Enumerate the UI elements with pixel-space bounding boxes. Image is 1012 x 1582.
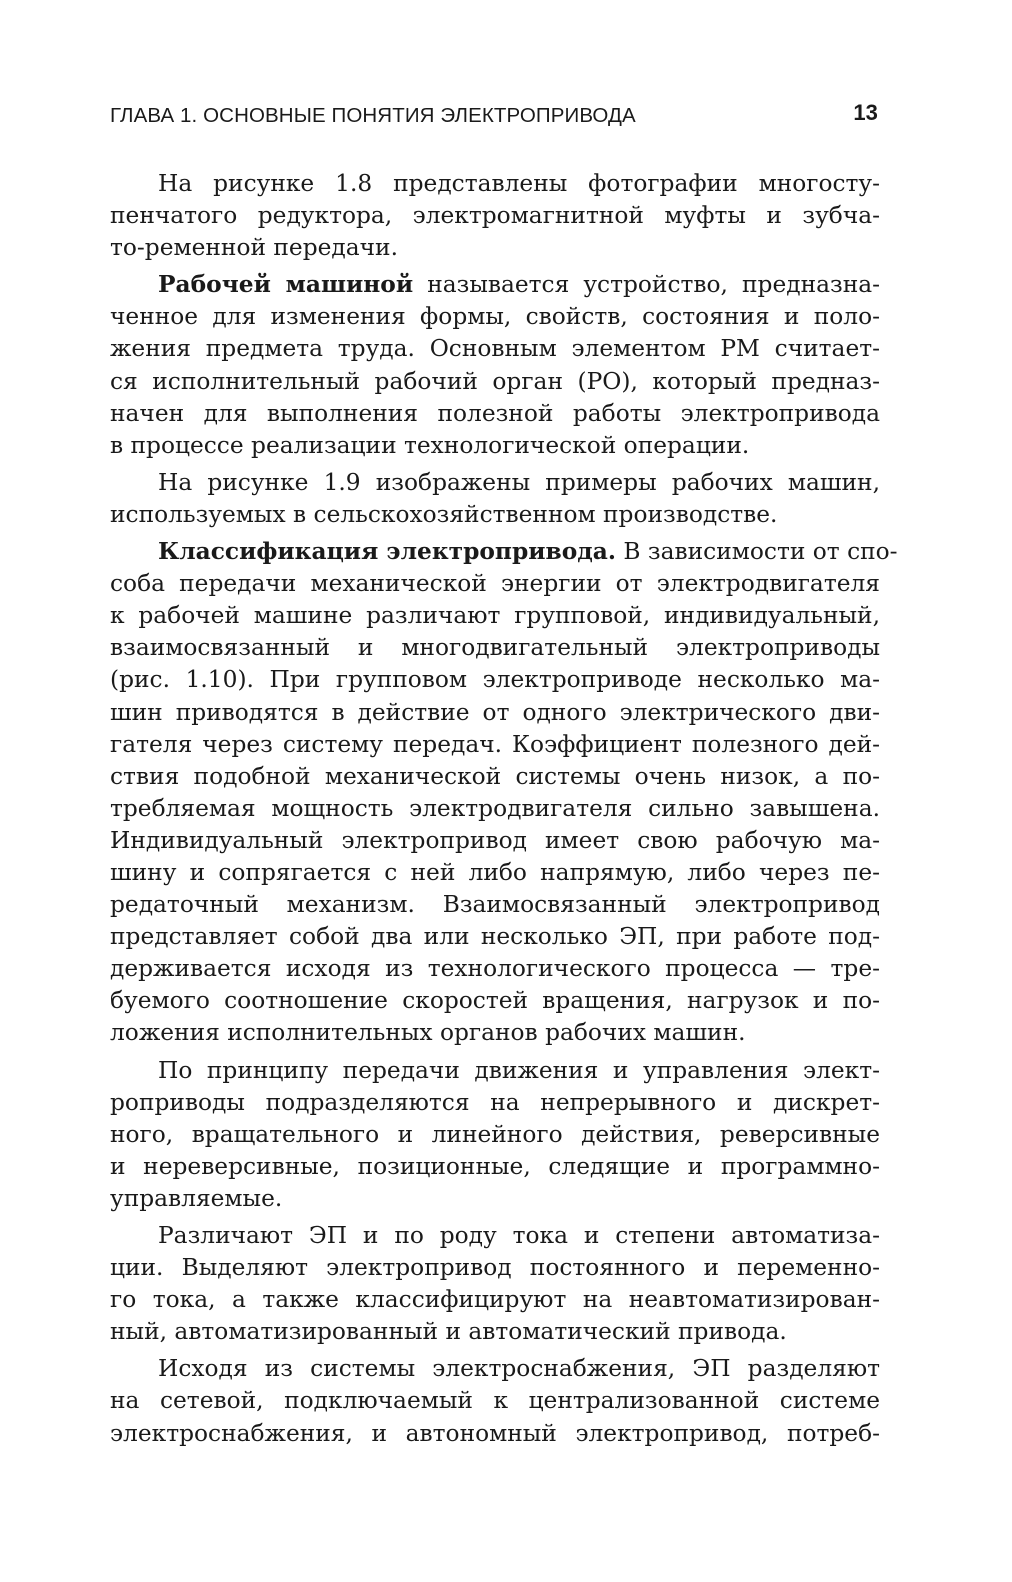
text-line: используемых в сельскохозяйственном производстве. [110,500,778,528]
text-line: ся исполнительный рабочий орган (РО), который предназ- [110,367,880,395]
text-line: то-ременной передачи. [110,234,398,262]
text-line: ции. Выделяют электропривод постоянного и переменно- [110,1254,880,1282]
text-line: к рабочей машине различают групповой, индивидуальный, [110,602,880,630]
chapter-title: ГЛАВА 1. ОСНОВНЫЕ ПОНЯТИЯ ЭЛЕКТРОПРИВОДА [110,104,636,127]
paragraph [110,269,880,462]
text-line: ного, вращательного и линейного действия, реверсивные [110,1120,880,1148]
text-line: На рисунке 1.9 изображены примеры рабочих машин, [158,468,880,496]
running-header [110,100,878,130]
text-line: шину и сопрягается с ней либо напрямую, либо через пе- [110,858,880,886]
text-line: управляемые. [110,1184,283,1212]
paragraph [110,1220,880,1348]
text-line: ченное для изменения формы, свойств, состояния и поло- [110,303,880,331]
text-line: роприводы подразделяются на непрерывного и дискрет- [110,1088,880,1116]
text-line: соба передачи механической энергии от электродвигателя [110,570,880,598]
bold-term: Классификация электропривода. [158,538,616,566]
text-line: Исходя из системы электроснабжения, ЭП разделяют [158,1355,880,1383]
text-line: начен для выполнения полезной работы электропривода [110,399,880,427]
text-line: (рис. 1.10). При групповом электроприводе несколько ма- [110,666,880,694]
text-line: На рисунке 1.8 представлены фотографии многосту- [158,170,880,197]
text-line: требляемая мощность электродвигателя сильно завышена. [110,794,880,822]
text-line: По принципу передачи движения и управления элект- [158,1056,880,1084]
paragraph [110,1353,880,1449]
text-line: гателя через систему передач. Коэффициент полезного дей- [110,730,880,758]
text-line: держивается исходя из технологического процесса — тре- [110,955,880,983]
text-line: взаимосвязанный и многодвигательный электроприводы [110,634,880,662]
paragraph [110,536,898,1050]
text-line: электроснабжения, и автономный электропривод, потреб- [110,1419,880,1447]
text-line: редаточный механизм. Взаимосвязанный электропривод [110,891,880,919]
text-line: жения предмета труда. Основным элементом РМ считает- [110,335,880,363]
paragraph [110,1055,880,1215]
text-line: и нереверсивные, позиционные, следящие и программно- [110,1152,880,1180]
text-line: Различают ЭП и по роду тока и степени автоматиза- [158,1222,880,1249]
body-text [110,168,898,1450]
paragraph [110,467,880,531]
text-line: го тока, а также классифицируют на неавтоматизирован- [110,1286,880,1314]
bold-term: Рабочей машиной [158,271,414,299]
text-line: представляет собой два или несколько ЭП, при работе под- [110,923,880,951]
text-line: шин приводятся в действие от одного электрического дви- [110,698,880,726]
text-line: ствия подобной механической системы очень низок, а по- [110,762,880,790]
text-line: ложения исполнительных органов рабочих машин. [110,1019,746,1047]
text-line: в процессе реализации технологической операции. [110,431,750,459]
page-number: 13 [853,100,878,125]
text-line: пенчатого редуктора, электромагнитной муфты и зубча- [110,202,880,230]
text-line: ный, автоматизированный и автоматический привода. [110,1318,787,1346]
text-line: на сетевой, подключаемый к централизованной системе [110,1387,880,1415]
text-line: Классификация электропривода. В зависимости от спо- [158,538,898,566]
text-line: буемого соотношение скоростей вращения, нагрузок и по- [110,987,880,1015]
paragraph [110,168,880,264]
text-line: Рабочей машиной называется устройство, предназна- [158,271,880,299]
text-line: Индивидуальный электропривод имеет свою рабочую ма- [110,826,880,854]
